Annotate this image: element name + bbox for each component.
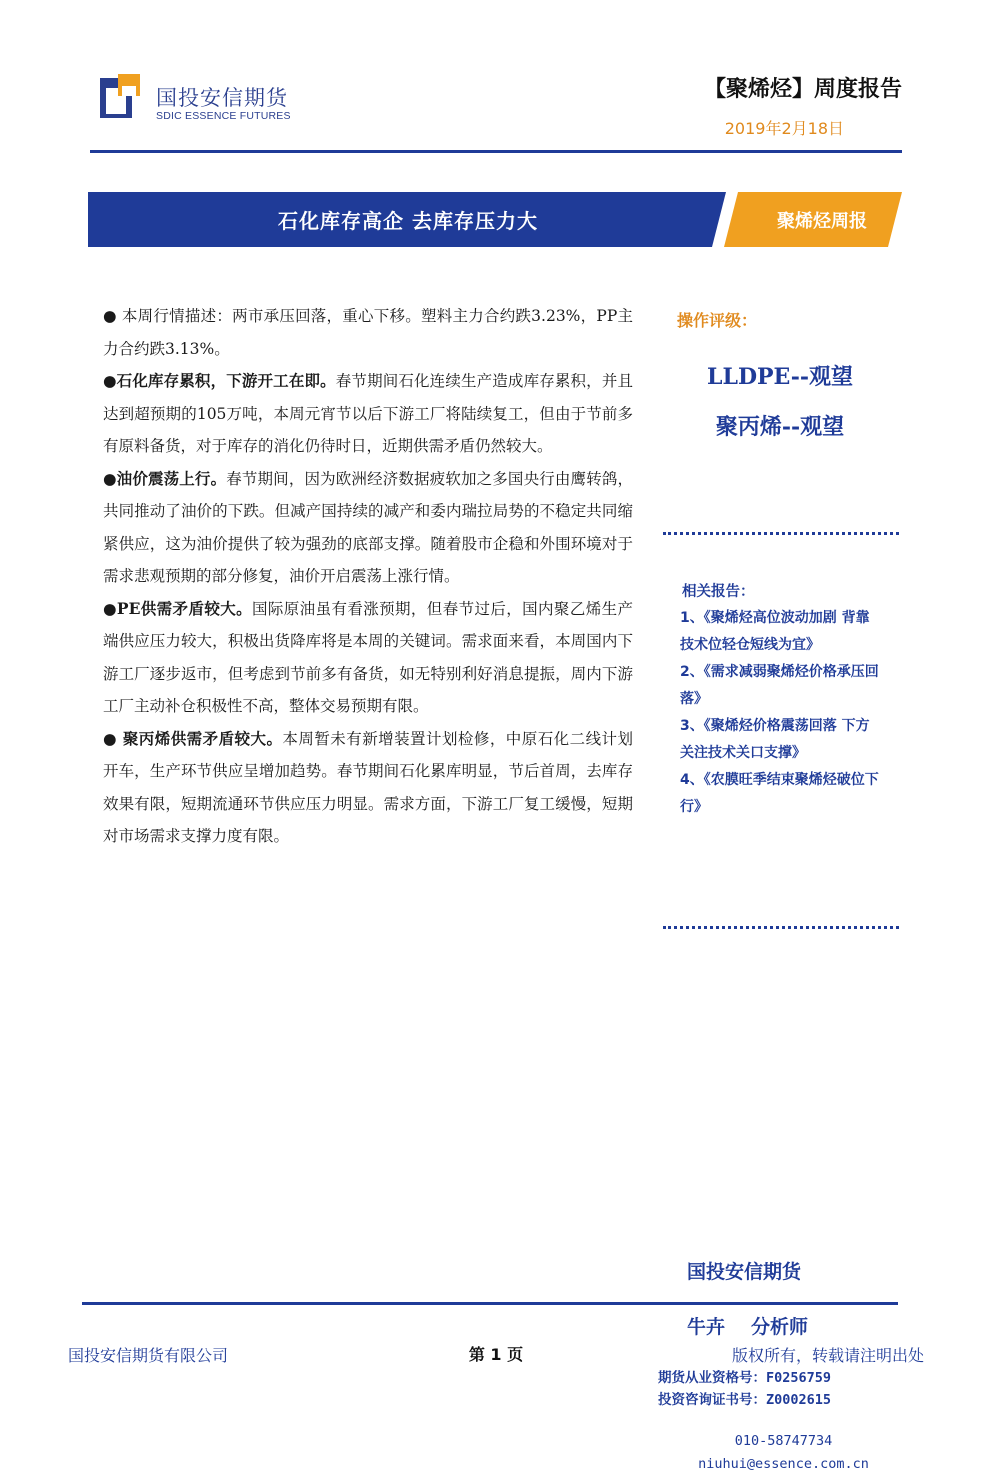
paragraph-text: ● 本周行情描述：两市承压回落，重心下移。塑料主力合约跌3.23%，PP主力合约跌3.13%。 <box>103 307 633 358</box>
paragraph-text: 春节期间，因为欧洲经济数据疲软加之多国央行由鹰转鸽，共同推动了油价的下跌。但减产国持续的减产和委内瑞拉局势的不稳定共同缩紧供应，这为油价提供了较为强劲的底部支撑。随着股市企稳和外围环境对于需求悲观预期的部分修复，油价开启震荡上涨行情。 <box>103 469 633 585</box>
paragraph-heading: ●油价震荡上行。 <box>103 468 227 488</box>
page-number: 第 1 页 <box>468 1345 524 1364</box>
advisory-certificate: 投资咨询证书号：Z0002615 <box>658 1392 832 1408</box>
related-report-link[interactable]: 1、《聚烯烃高位波动加剧 背靠技术位轻仓短线为宜》 <box>680 610 870 653</box>
logo-text-cn: 国投安信期货 <box>156 86 288 110</box>
footer-company: 国投安信期货有限公司 <box>68 1346 229 1365</box>
main-content <box>103 300 633 853</box>
analyst-phone: 010-58747734 <box>734 1433 833 1449</box>
related-report-link[interactable]: 2、《需求减弱聚烯烃价格承压回落》 <box>680 664 879 707</box>
dotted-divider <box>663 926 899 929</box>
related-report-link[interactable]: 4、《农膜旺季结束聚烯烃破位下行》 <box>680 772 879 815</box>
paragraph-text: 春节期间石化连续生产造成库存累积，并且达到超预期的105万吨，本周元宵节以后下游工厂将陆续复工，但由于节前多有原料备货，对于库存的消化仍待时日，近期供需矛盾仍然较大。 <box>103 372 633 455</box>
title-banner <box>88 192 902 247</box>
analyst-email[interactable]: niuhui@essence.com.cn <box>698 1456 869 1472</box>
footer-divider <box>82 1302 898 1305</box>
related-reports-title: 相关报告： <box>682 584 755 600</box>
paragraph-text: 本周暂未有新增装置计划检修，中原石化二线计划开车，生产环节供应呈增加趋势。春节期间石化累库明显，节后首周，去库存效果有限，短期流通环节供应压力明显。需求方面，下游工厂复工缓慢，短期对市场需求支撑力度有限。 <box>103 729 633 845</box>
logo-mark-icon <box>96 74 144 126</box>
logo-text-en: SDIC ESSENCE FUTURES <box>156 110 291 122</box>
banner-tag: 聚烯烃周报 <box>777 211 867 232</box>
rating-label: 操作评级： <box>677 311 758 330</box>
paragraph-inventory <box>103 365 633 463</box>
dotted-divider <box>663 532 899 535</box>
report-type: 【聚烯烃】周度报告 <box>703 77 902 102</box>
footer-copyright: 版权所有，转载请注明出处 <box>731 1346 924 1365</box>
related-report-link[interactable]: 3、《聚烯烃价格震荡回落 下方关注技术关口支撑》 <box>680 718 870 761</box>
sidebar-company: 国投安信期货 <box>687 1261 802 1283</box>
header-divider <box>90 150 902 153</box>
futures-certificate: 期货从业资格号：F0256759 <box>658 1370 832 1386</box>
paragraph-pp <box>103 723 633 853</box>
paragraph-text: 国际原油虽有看涨预期，但春节过后，国内聚乙烯生产端供应压力较大，积极出货降库将是本周的关键词。需求面来看，本周国内下游工厂逐步返市，但考虑到节前多有备货，如无特别利好消息提振，周内下游工厂主动补仓积极性不高，整体交易预期有限。 <box>103 599 633 715</box>
company-logo <box>96 74 306 130</box>
paragraph-heading: ●PE供需矛盾较大。 <box>103 598 253 618</box>
analyst-title: 分析师 <box>751 1316 809 1338</box>
rating-lldpe: LLDPE--观望 <box>707 364 853 390</box>
paragraph-heading: ●石化库存累积，下游开工在即。 <box>103 371 336 390</box>
analyst <box>687 1312 808 1339</box>
analyst-name: 牛卉 <box>687 1316 726 1338</box>
related-reports-list <box>680 605 880 821</box>
paragraph-oil-price <box>103 463 633 593</box>
paragraph-pe <box>103 593 633 723</box>
rating-pp: 聚丙烯--观望 <box>715 414 845 440</box>
report-date: 2019年2月18日 <box>724 119 844 138</box>
banner-title: 石化库存高企 去库存压力大 <box>278 209 538 233</box>
paragraph-heading: ● 聚丙烯供需矛盾较大。 <box>103 728 283 748</box>
paragraph-market-overview <box>103 300 633 365</box>
